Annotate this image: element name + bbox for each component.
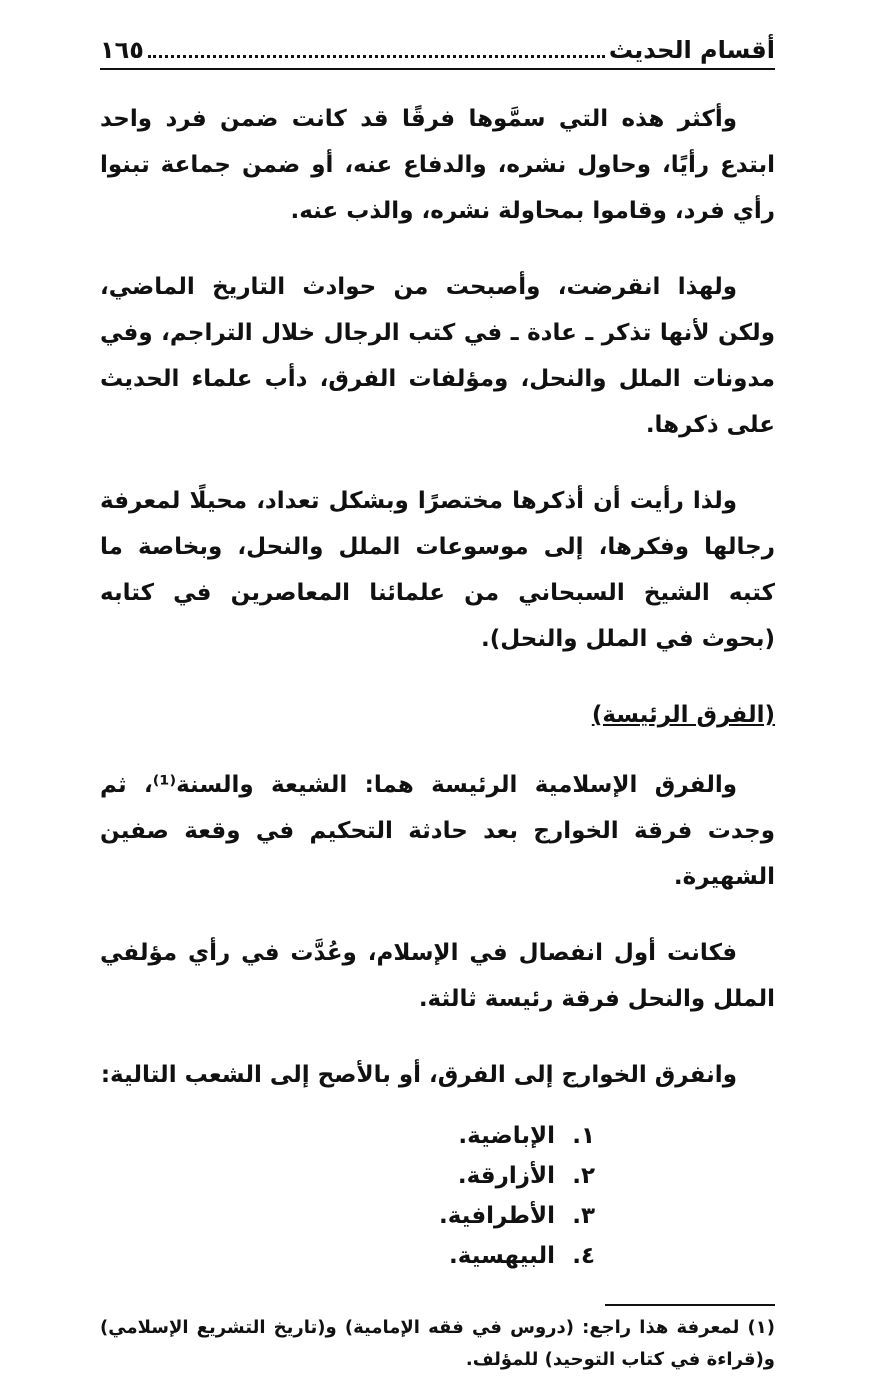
list-intro: وانفرق الخوارج إلى الفرق، أو بالأصح إلى الشعب التالية: <box>100 1062 737 1088</box>
list-item <box>100 1116 595 1156</box>
paragraph-1: وأكثر هذه التي سمَّوها فرقًا قد كانت ضمن فرد واحد ابتدع رأيًا، وحاول نشره، والدفاع عنه، أو ضمن جماعة تبنوا رأي فرد، وقاموا بمحاولة نشره، والذب عنه. <box>100 106 775 224</box>
header-dot-leader <box>148 55 605 58</box>
running-header <box>100 30 775 70</box>
list-item-number: ١. <box>572 1123 595 1149</box>
list-item-text: البيهسية. <box>449 1243 555 1269</box>
list-item <box>100 1236 595 1276</box>
sects-list <box>100 1116 595 1276</box>
list-item-number: ٤. <box>572 1243 595 1269</box>
book-page <box>100 30 775 1376</box>
chapter-title: أقسام الحديث <box>608 36 775 64</box>
paragraph-3: ولذا رأيت أن أذكرها مختصرًا وبشكل تعداد، محيلًا لمعرفة رجالها وفكرها، إلى موسوعات الملل والنحل، وبخاصة ما كتبه الشيخ السبحاني من علمائنا المعاصرين في كتابه (بحوث في الملل والنحل). <box>100 488 775 652</box>
section-heading: (الفرق الرئيسة) <box>591 702 775 728</box>
list-item-text: الإباضية. <box>458 1123 555 1149</box>
list-item-number: ٣. <box>572 1203 595 1229</box>
paragraph-5: فكانت أول انفصال في الإسلام، وعُدَّت في رأي مؤلفي الملل والنحل فرقة رئيسة ثالثة. <box>100 940 775 1012</box>
list-item-text: الأزارقة. <box>457 1163 555 1189</box>
page-body <box>100 96 775 1376</box>
page-number: ١٦٥ <box>100 36 144 64</box>
list-item-number: ٢. <box>572 1163 595 1189</box>
list-item-text: الأطرافية. <box>439 1203 555 1229</box>
paragraph-4: والفرق الإسلامية الرئيسة هما: الشيعة والسنة⁽¹⁾، ثم وجدت فرقة الخوارج بعد حادثة التحكيم في وقعة صفين الشهيرة. <box>100 772 775 890</box>
list-item <box>100 1196 595 1236</box>
footnote: (١) لمعرفة هذا راجع: (دروس في فقه الإمامية) و(تاريخ التشريع الإسلامي) و(قراءة في كتاب التوحيد) للمؤلف. <box>100 1317 775 1370</box>
paragraph-2: ولهذا انقرضت، وأصبحت من حوادث التاريخ الماضي، ولكن لأنها تذكر ـ عادة ـ في كتب الرجال خلال التراجم، وفي مدونات الملل والنحل، ومؤلفات الفرق، دأب علماء الحديث على ذكرها. <box>100 274 775 438</box>
list-item <box>100 1156 595 1196</box>
footnote-separator <box>605 1304 775 1306</box>
